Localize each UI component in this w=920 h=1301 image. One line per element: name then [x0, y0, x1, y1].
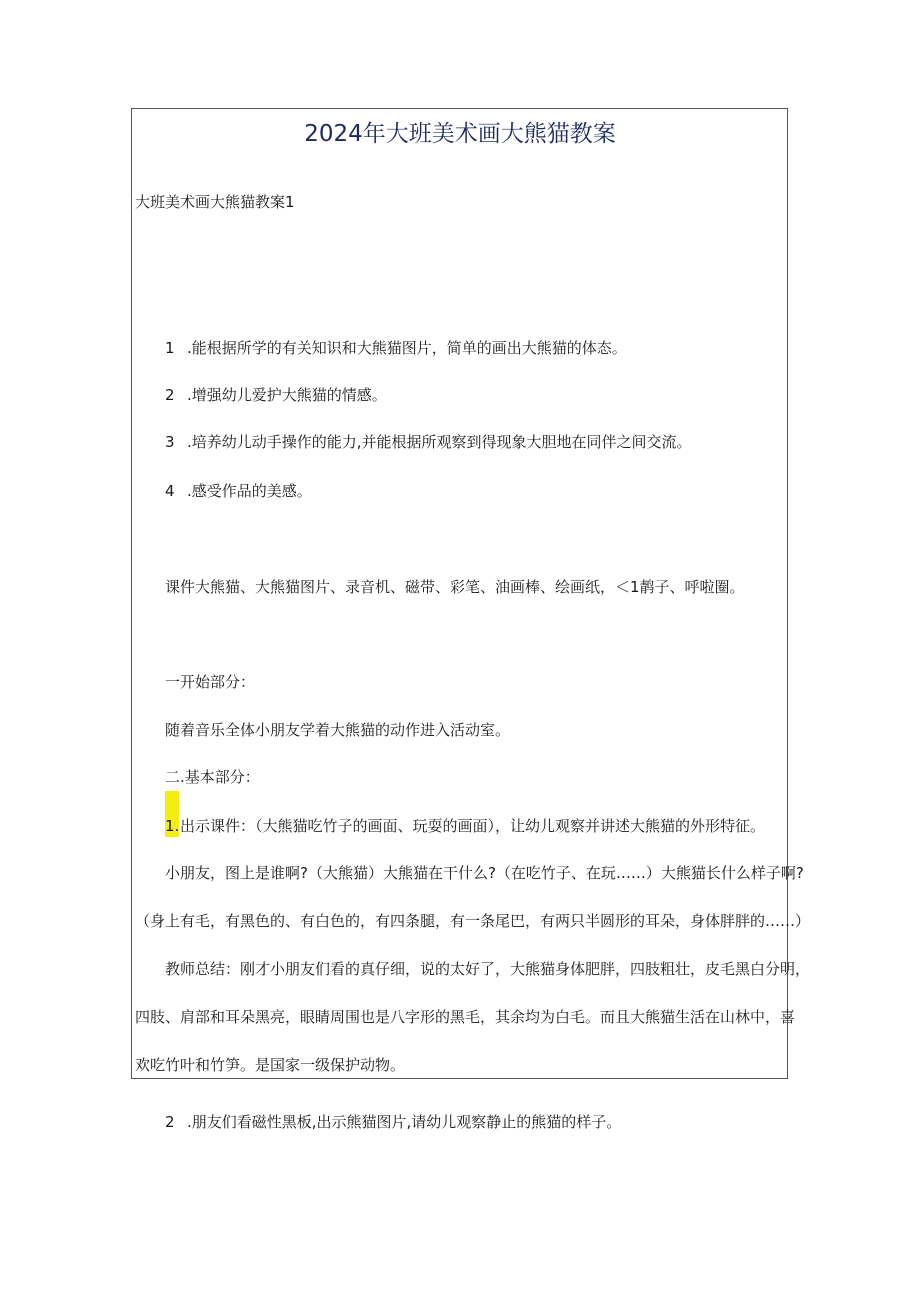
section-1-heading: 一开始部分： [165, 673, 256, 691]
dialogue-line-2: （身上有毛，有黑色的、有白色的，有四条腿，有一条尾巴，有两只半圆形的耳朵，身体胖胖的……） [135, 912, 811, 930]
step-2-text: .朋友们看磁性黑板,出示熊猫图片,请幼儿观察静止的熊猫的样子。 [187, 1113, 622, 1131]
step-1-number: 1. [165, 817, 180, 835]
goal-2-number: 2 [165, 386, 175, 404]
step-1-text: 出示课件：（大熊猫吃竹子的画面、玩耍的画面），让幼儿观察并讲述大熊猫的外形特征。 [180, 817, 766, 835]
goal-1-text: .能根据所学的有关知识和大熊猫图片，简单的画出大熊猫的体态。 [187, 339, 627, 357]
goal-4-number: 4 [165, 482, 175, 500]
summary-line-2: 四肢、肩部和耳朵黑亮，眼睛周围也是八字形的黑毛，其余均为白毛。而且大熊猫生活在山林中，喜 [135, 1008, 796, 1026]
step-2-number: 2 [165, 1113, 175, 1131]
goal-2-text: .增强幼儿爱护大熊猫的情感。 [187, 386, 387, 404]
goal-3-text: .培养幼儿动手操作的能力,并能根据所观察到得现象大胆地在同伴之间交流。 [187, 433, 692, 451]
goal-1-number: 1 [165, 339, 175, 357]
lesson-subtitle: 大班美术画大熊猫教案1 [135, 193, 295, 211]
goal-4-text: .感受作品的美感。 [187, 482, 312, 500]
summary-line-1: 教师总结：刚才小朋友们看的真仔细，说的太好了，大熊猫身体肥胖，四肢粗壮，皮毛黑白分明， [165, 960, 811, 978]
document-title: 2024年大班美术画大熊猫教案 [304, 121, 616, 147]
goal-3-number: 3 [165, 433, 175, 451]
summary-line-3: 欢吃竹叶和竹笋。是国家一级保护动物。 [135, 1056, 406, 1074]
materials-text: 课件大熊猫、大熊猫图片、录音机、磁带、彩笔、油画棒、绘画纸，＜1䴖子、呼啦圈。 [165, 578, 745, 596]
section-2-heading: 二.基本部分： [165, 768, 260, 786]
dialogue-line-1: 小朋友，图上是谁啊?（大熊猫）大熊猫在干什么?（在吃竹子、在玩……）大熊猫长什么样子啊? [165, 864, 804, 882]
section-1-text: 随着音乐全体小朋友学着大熊猫的动作进入活动室。 [165, 721, 511, 739]
